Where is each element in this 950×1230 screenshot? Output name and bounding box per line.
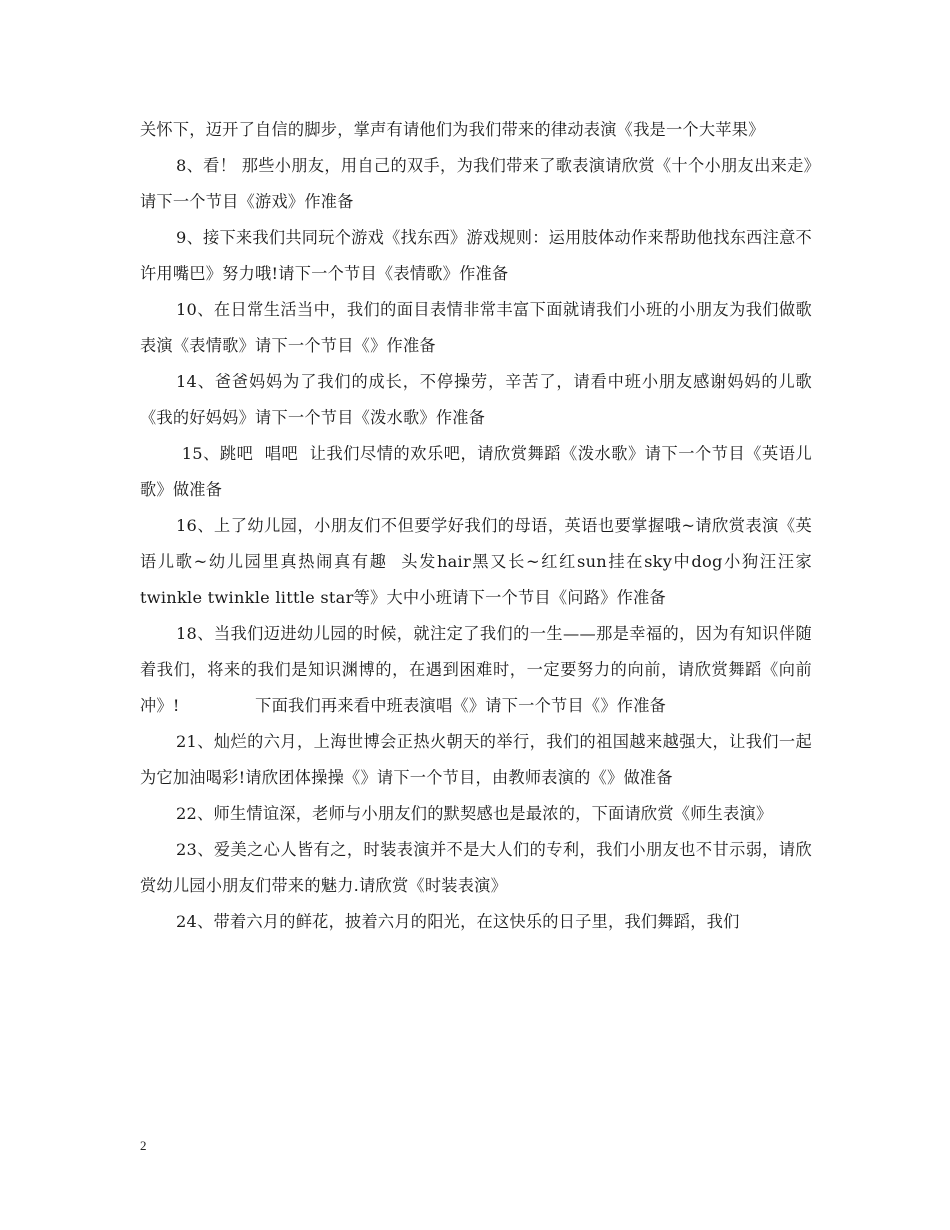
paragraph-8: 8、看！ 那些小朋友，用自己的双手，为我们带来了歌表演请欣赏《十个小朋友出来走》请下一个节目《游戏》作准备: [140, 156, 812, 211]
paragraph-22: 22、师生情谊深，老师与小朋友们的默契感也是最浓的，下面请欣赏《师生表演》: [176, 804, 773, 823]
paragraph-18: 18、当我们迈进幼儿园的时候，就注定了我们的一生——那是幸福的，因为有知识伴随着我们，将来的我们是知识渊博的，在遇到困难时，一定要努力的向前，请欣赏舞蹈《向前冲》! 下面我们再来看中班表演唱《》请下一个节目《》作准备: [140, 624, 812, 715]
paragraph-21: 21、灿烂的六月，上海世博会正热火朝天的举行，我们的祖国越来越强大，让我们一起为它加油喝彩!请欣团体操操《》请下一个节目，由教师表演的《》做准备: [140, 732, 812, 787]
paragraph-14: 14、爸爸妈妈为了我们的成长，不停操劳，辛苦了，请看中班小朋友感谢妈妈的儿歌《我的好妈妈》请下一个节目《泼水歌》作准备: [140, 372, 812, 427]
paragraph-15: 15、跳吧 唱吧 让我们尽情的欢乐吧，请欣赏舞蹈《泼水歌》请下一个节目《英语儿歌》做准备: [140, 444, 812, 499]
page-body: [140, 112, 823, 940]
paragraph-24: 24、带着六月的鲜花，披着六月的阳光，在这快乐的日子里，我们舞蹈，我们: [176, 912, 740, 931]
page-number: 2: [140, 1138, 147, 1153]
paragraph-16: 16、上了幼儿园，小朋友们不但要学好我们的母语，英语也要掌握哦~请欣赏表演《英语儿歌~幼儿园里真热闹真有趣 头发hair黑又长~红红sun挂在sky中dog小狗汪汪家 twinkle twinkle little star等》大中小班请下一个节目《问路》作准备: [140, 516, 823, 607]
paragraph-10: 10、在日常生活当中，我们的面目表情非常丰富下面就请我们小班的小朋友为我们做歌表演《表情歌》请下一个节目《》作准备: [140, 300, 812, 355]
paragraph-0: 关怀下，迈开了自信的脚步，掌声有请他们为我们带来的律动表演《我是一个大苹果》: [140, 120, 765, 139]
paragraph-23: 23、爱美之心人皆有之，时装表演并不是大人们的专利，我们小朋友也不甘示弱，请欣赏幼儿园小朋友们带来的魅力.请欣赏《时装表演》: [140, 840, 812, 895]
paragraph-9: 9、接下来我们共同玩个游戏《找东西》游戏规则：运用肢体动作来帮助他找东西注意不许用嘴巴》努力哦!请下一个节目《表情歌》作准备: [140, 228, 812, 283]
